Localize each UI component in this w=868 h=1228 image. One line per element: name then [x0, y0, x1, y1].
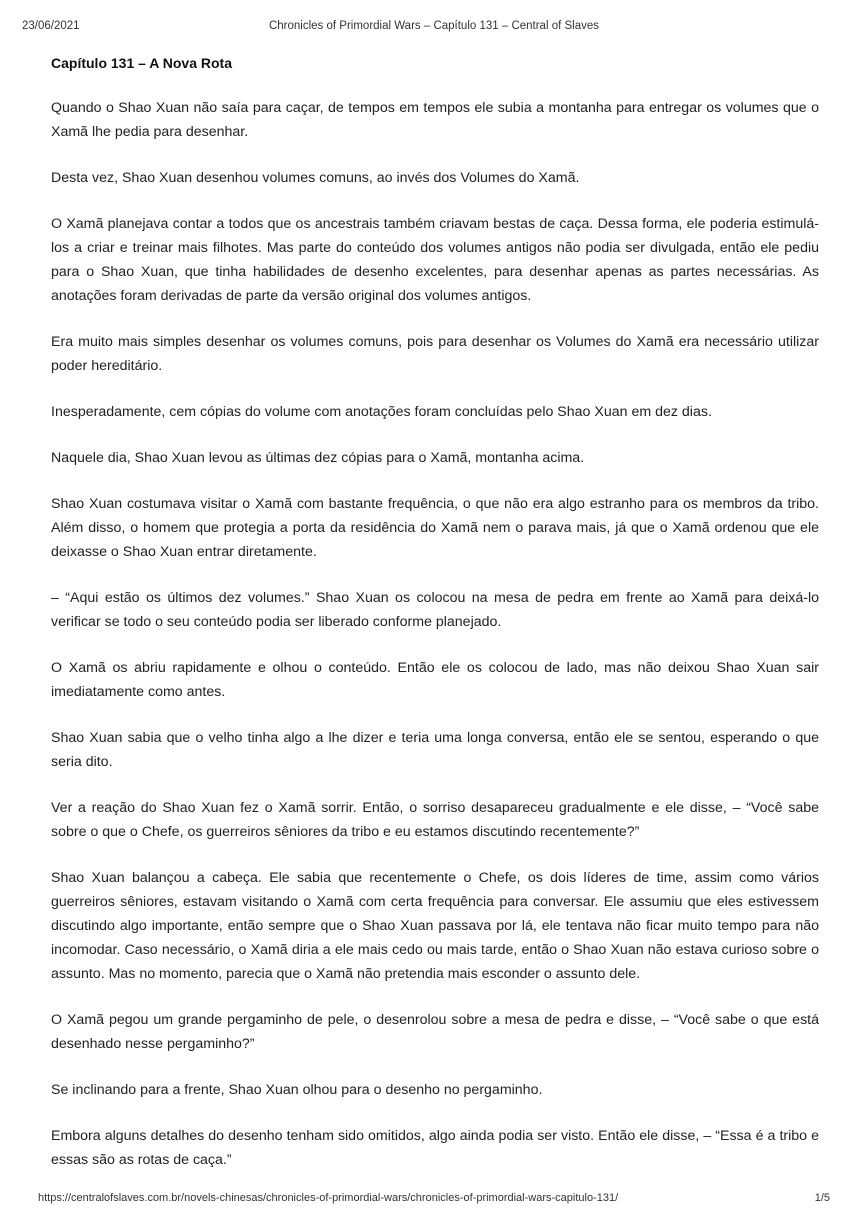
article-body [51, 54, 819, 1194]
paragraph: Naquele dia, Shao Xuan levou as últimas dez cópias para o Xamã, montanha acima. [51, 450, 585, 466]
paragraph: Shao Xuan balançou a cabeça. Ele sabia que recentemente o Chefe, os dois líderes de time, assim como vários guerreiros sêniores, estavam visitando o Xamã com certa frequência para conversar. Ele assumiu que eles estivessem discutindo algo importante, então sempre que o Shao Xuan passava por lá, ele tentava não ficar muito tempo para não incomodar. Caso necessário, o Xamã diria a ele mais cedo ou mais tarde, então o Shao Xuan não estava curioso sobre o assunto. Mas no momento, parecia que o Xamã não pretendia mais esconder o assunto dele. [51, 870, 819, 982]
document-title: Chronicles of Primordial Wars – Capítulo 131 – Central of Slaves [268, 20, 600, 32]
print-date: 23/06/2021 [22, 20, 80, 32]
print-footer [38, 1192, 830, 1208]
page-url: https://centralofslaves.com.br/novels-chinesas/chronicles-of-primordial-wars/chronicles-of-primordial-wars-capitulo-131/ [38, 1192, 619, 1204]
paragraph: O Xamã os abriu rapidamente e olhou o conteúdo. Então ele os colocou de lado, mas não deixou Shao Xuan sair imediatamente como antes. [51, 660, 819, 700]
paragraph: Embora alguns detalhes do desenho tenham sido omitidos, algo ainda podia ser visto. Então ele disse, – “Essa é a tribo e essas são as rotas de caça.” [51, 1128, 819, 1168]
paragraph: Desta vez, Shao Xuan desenhou volumes comuns, ao invés dos Volumes do Xamã. [51, 170, 580, 186]
paragraph: Quando o Shao Xuan não saía para caçar, de tempos em tempos ele subia a montanha para entregar os volumes que o Xamã lhe pedia para desenhar. [51, 100, 819, 140]
paragraph: Shao Xuan costumava visitar o Xamã com bastante frequência, o que não era algo estranho para os membros da tribo. Além disso, o homem que protegia a porta da residência do Xamã nem o parava mais, já que o Xamã ordenou que ele deixasse o Shao Xuan entrar diretamente. [51, 496, 819, 560]
chapter-title: Capítulo 131 – A Nova Rota [51, 55, 233, 71]
page-number: 1/5 [814, 1192, 830, 1204]
paragraph: Inesperadamente, cem cópias do volume com anotações foram concluídas pelo Shao Xuan em dez dias. [51, 404, 712, 420]
paragraph: Ver a reação do Shao Xuan fez o Xamã sorrir. Então, o sorriso desapareceu gradualmente e ele disse, – “Você sabe sobre o que o Chefe, os guerreiros sêniores da tribo e eu estamos discutindo recentemente?” [51, 800, 819, 840]
paragraph: O Xamã planejava contar a todos que os ancestrais também criavam bestas de caça. Dessa forma, ele poderia estimulá-los a criar e treinar mais filhotes. Mas parte do conteúdo dos volumes antigos não podia ser divulgada, então ele pediu para o Shao Xuan, que tinha habilidades de desenho excelentes, para desenhar apenas as partes necessárias. As anotações foram derivadas de parte da versão original dos volumes antigos. [51, 216, 819, 304]
paragraph: Se inclinando para a frente, Shao Xuan olhou para o desenho no pergaminho. [51, 1082, 543, 1098]
paragraph: Shao Xuan sabia que o velho tinha algo a lhe dizer e teria uma longa conversa, então ele se sentou, esperando o que seria dito. [51, 730, 819, 770]
print-header [22, 20, 846, 36]
paragraph: Era muito mais simples desenhar os volumes comuns, pois para desenhar os Volumes do Xamã era necessário utilizar poder hereditário. [51, 334, 819, 374]
paragraph: O Xamã pegou um grande pergaminho de pele, o desenrolou sobre a mesa de pedra e disse, – “Você sabe o que está desenhado nesse pergaminho?” [51, 1012, 819, 1052]
paragraph: – “Aqui estão os últimos dez volumes.” Shao Xuan os colocou na mesa de pedra em frente ao Xamã para deixá-lo verificar se todo o seu conteúdo podia ser liberado conforme planejado. [51, 590, 819, 630]
